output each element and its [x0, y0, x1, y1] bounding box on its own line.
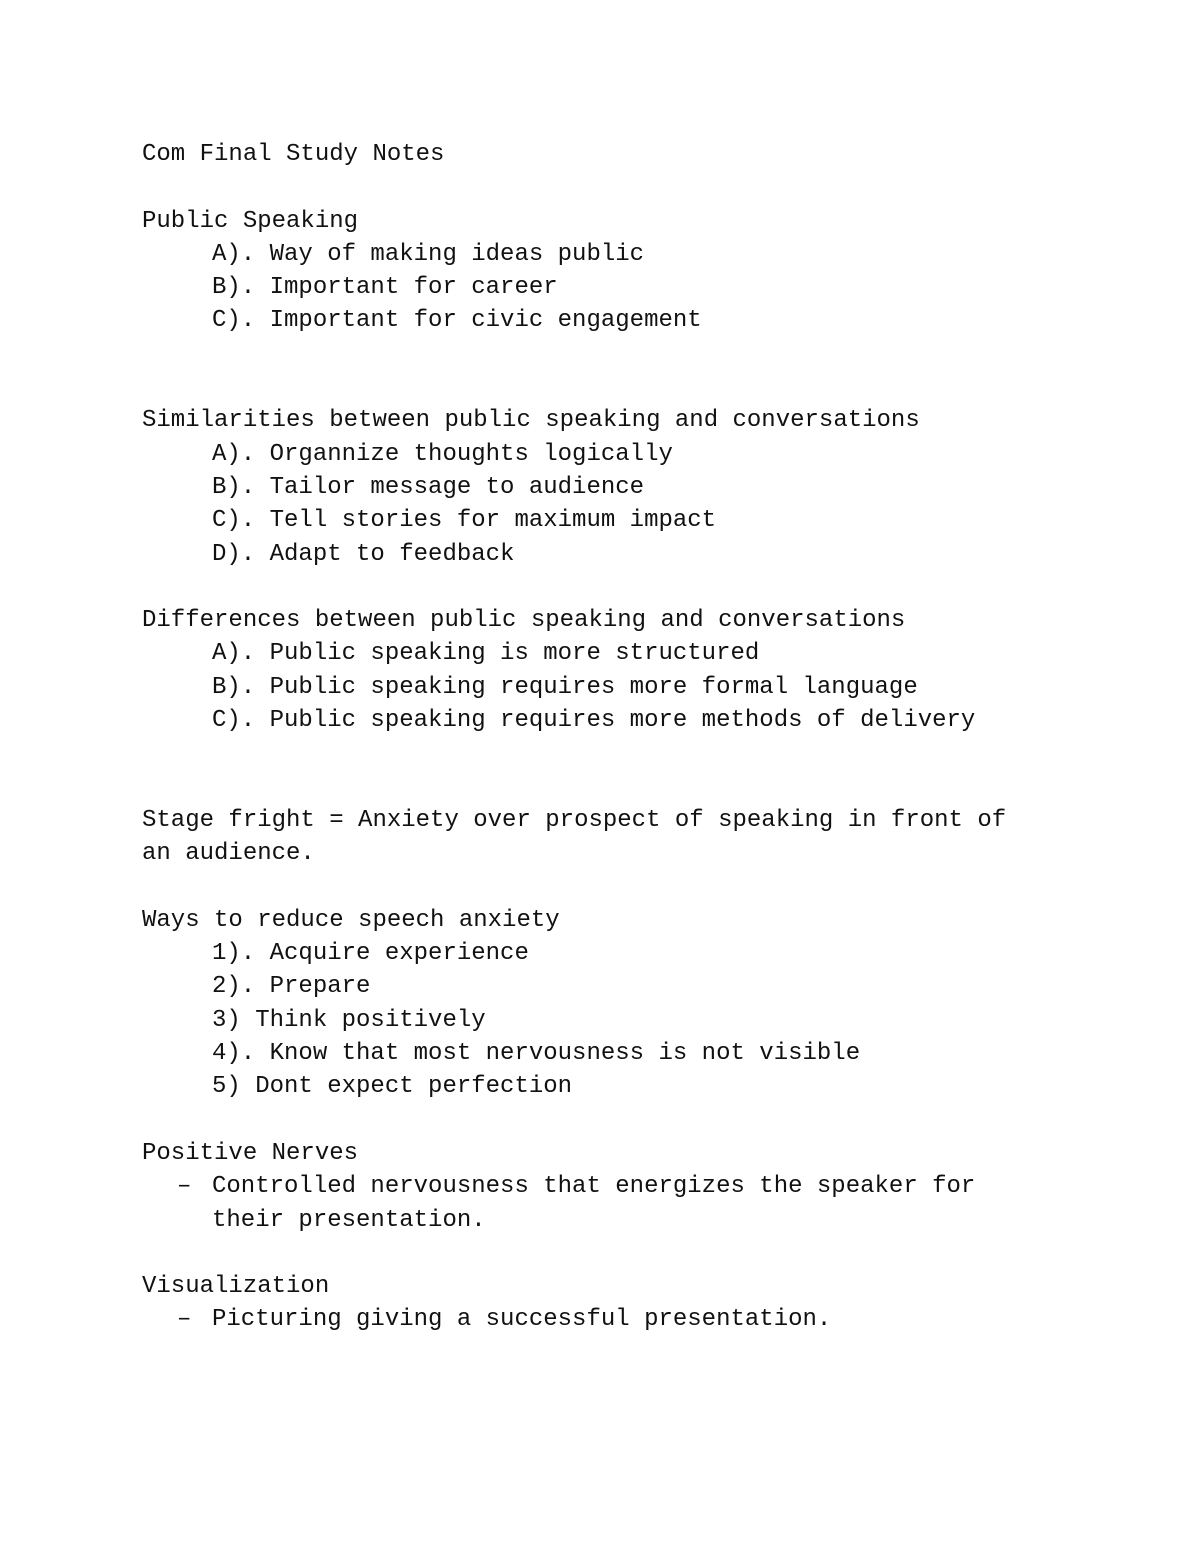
definition-text: Controlled nervousness that energizes the speaker for their presentation. — [212, 1173, 976, 1234]
document-body — [142, 138, 1062, 1337]
dash-bullet: – — [177, 1173, 192, 1201]
section-heading-reduce-anxiety: Ways to reduce speech anxiety — [142, 906, 560, 934]
list-item: B). Public speaking requires more formal language — [212, 673, 918, 701]
spacer — [142, 1237, 1062, 1270]
stage-fright-definition: Stage fright = Anxiety over prospect of speaking in front of an audience. — [142, 806, 1007, 868]
dash-bullet: – — [177, 1306, 192, 1334]
list-item: D). Adapt to feedback — [212, 540, 515, 568]
list-item: 1). Acquire experience — [212, 940, 529, 968]
list-item: 5) Dont expect perfection — [212, 1073, 573, 1101]
spacer — [142, 571, 1062, 604]
spacer — [142, 737, 1062, 770]
section-heading-positive-nerves: Positive Nerves — [142, 1139, 359, 1167]
spacer — [142, 1104, 1062, 1137]
spacer — [142, 338, 1062, 371]
spacer — [142, 771, 1062, 804]
list-item: B). Important for career — [212, 274, 558, 302]
definition-item — [142, 1170, 1057, 1237]
list-item: 3) Think positively — [212, 1006, 486, 1034]
spacer — [142, 371, 1062, 404]
section-heading-public-speaking: Public Speaking — [142, 207, 359, 235]
section-heading-visualization: Visualization — [142, 1273, 330, 1301]
spacer — [142, 171, 1062, 204]
list-item: B). Tailor message to audience — [212, 473, 645, 501]
list-item: C). Tell stories for maximum impact — [212, 507, 717, 535]
list-item: A). Way of making ideas public — [212, 240, 645, 268]
list-item: C). Important for civic engagement — [212, 307, 702, 335]
list-item: C). Public speaking requires more methods of delivery — [212, 707, 976, 735]
list-item: 4). Know that most nervousness is not visible — [212, 1040, 861, 1068]
list-item: A). Public speaking is more structured — [212, 640, 760, 668]
definition-item — [142, 1303, 1057, 1336]
spacer — [142, 871, 1062, 904]
list-item: 2). Prepare — [212, 973, 371, 1001]
page-title: Com Final Study Notes — [142, 141, 445, 168]
section-heading-differences: Differences between public speaking and conversations — [142, 607, 906, 635]
section-heading-similarities: Similarities between public speaking and conversations — [142, 407, 920, 435]
definition-text: Picturing giving a successful presentation. — [212, 1306, 832, 1334]
list-item: A). Organnize thoughts logically — [212, 440, 673, 468]
